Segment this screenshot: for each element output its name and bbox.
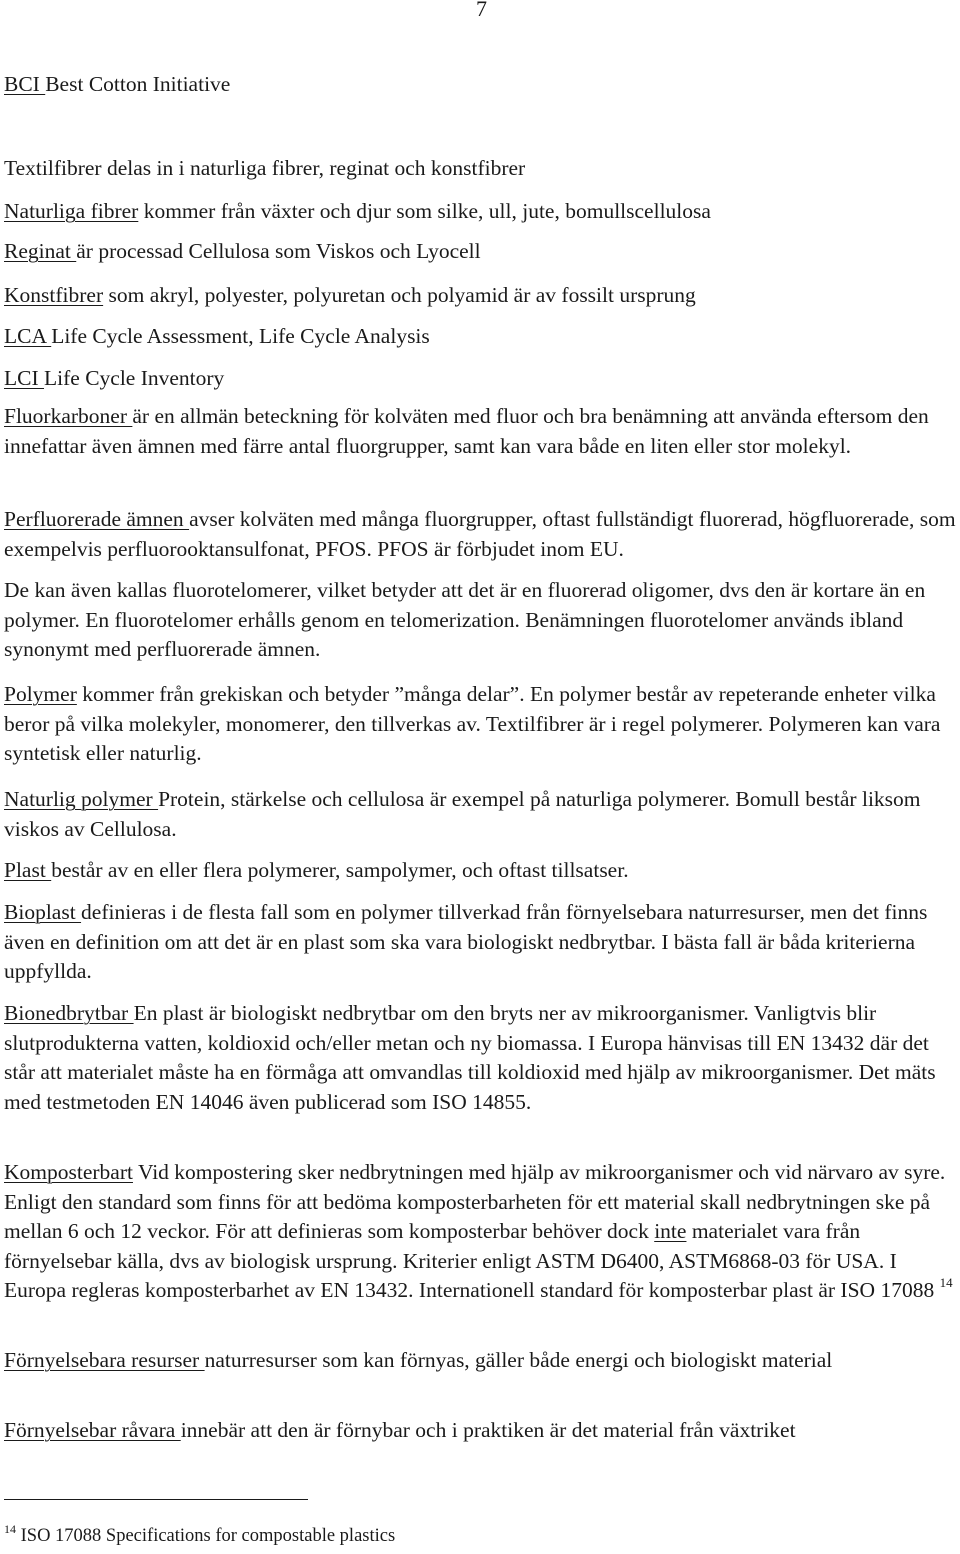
- definition-konstfibrer: som akryl, polyester, polyuretan och polyamid är av fossilt ursprung: [103, 283, 696, 307]
- term-bionedbrytbar: Bionedbrytbar: [4, 1001, 134, 1025]
- page-number: 7: [476, 0, 487, 21]
- term-fluorkarboner: Fluorkarboner: [4, 404, 133, 428]
- term-perfluorerade: Perfluorerade ämnen: [4, 507, 190, 531]
- term-konstfibrer: Konstfibrer: [4, 283, 104, 307]
- footnote: [4, 1522, 396, 1547]
- term-lca: LCA: [4, 324, 52, 348]
- entry-reginat: [4, 238, 481, 264]
- definition-perfluorerade: avser kolväten med många fluorgrupper, oftast fullständigt fluorerad, högfluorerade, som exempelvis perfluorooktansulfonat, PFOS. PFOS är förbjudet inom EU.: [4, 507, 956, 561]
- footnote-text: ISO 17088 Specifications for compostable plastics: [16, 1526, 396, 1546]
- definition-komposterbart-part2: materialet vara från förnyelsebar källa, dvs av biologisk ursprung. Kriterier enligt ASTM D6400, ASTM6868-03 för USA. I Europa regleras komposterbarhet av EN 13432. Internationell standard för komposterbar plast är ISO 17088: [4, 1219, 940, 1302]
- entry-naturlig-polymer: [4, 785, 956, 844]
- definition-fluorotelomerer: De kan även kallas fluorotelomerer, vilket betyder att det är en fluorerad oligomer, dvs den är kortare än en polymer. En fluorotelomer erhålls genom en telomerization. Benämningen fluorotelomer används ibland synonymt med perfluorerade ämnen.: [4, 578, 926, 661]
- entry-konstfibrer: [4, 282, 696, 308]
- definition-naturliga-fibrer: kommer från växter och djur som silke, ull, jute, bomullscellulosa: [138, 199, 711, 223]
- footnote-divider: [4, 1499, 308, 1500]
- term-bioplast: Bioplast: [4, 900, 82, 924]
- term-komposterbart: Komposterbart: [4, 1160, 133, 1184]
- definition-polymer: kommer från grekiskan och betyder ”många delar”. En polymer består av repeterande enheter vilka beror på vilka molekyler, monomerer, den tillverkas av. Textilfibrer är i regel polymerer. Polymeren kan vara syntetisk eller naturlig.: [4, 682, 941, 765]
- entry-fluorotelomerer: [4, 576, 956, 665]
- entry-bionedbrytbar: [4, 999, 956, 1117]
- definition-reginat: är processad Cellulosa som Viskos och Lyocell: [76, 239, 481, 263]
- entry-textilfibrer: [4, 155, 525, 181]
- entry-plast: [4, 856, 956, 886]
- entry-bioplast: [4, 898, 956, 987]
- definition-textilfibrer: Textilfibrer delas in i naturliga fibrer, reginat och konstfibrer: [4, 156, 526, 180]
- term-polymer: Polymer: [4, 682, 77, 706]
- entry-fornyelsebar-ravara: [4, 1416, 956, 1446]
- definition-bci: Best Cotton Initiative: [45, 72, 231, 96]
- definition-fluorkarboner: är en allmän beteckning för kolväten med fluor och bra benämning att använda eftersom den innefattar även ämnen med färre antal fluorgrupper, samt kan vara både en liten eller stor molekyl.: [4, 404, 929, 458]
- footnote-reference[interactable]: 14: [939, 1275, 953, 1290]
- term-plast: Plast: [4, 858, 52, 882]
- term-naturlig-polymer: Naturlig polymer: [4, 787, 159, 811]
- entry-komposterbart: [4, 1158, 956, 1306]
- emphasis-inte: inte: [654, 1219, 687, 1243]
- definition-plast: består av en eller flera polymerer, sampolymer, och oftast tillsatser.: [51, 858, 629, 882]
- definition-bioplast: definieras i de flesta fall som en polymer tillverkad från förnyelsebara naturresurser, men det finns även en definition om att det är en plast som ska vara biologiskt nedbrytbar. I bästa fall är båda kriterierna uppfyllda.: [4, 900, 928, 983]
- term-fornyelsebar-ravara: Förnyelsebar råvara: [4, 1418, 181, 1442]
- definition-lci: Life Cycle Inventory: [44, 366, 225, 390]
- term-naturliga-fibrer: Naturliga fibrer: [4, 199, 139, 223]
- definition-fornyelsebara-resurser: naturresurser som kan förnyas, gäller både energi och biologiskt material: [204, 1348, 833, 1372]
- term-reginat: Reginat: [4, 239, 77, 263]
- definition-lca: Life Cycle Assessment, Life Cycle Analysis: [51, 324, 430, 348]
- term-fornyelsebara-resurser: Förnyelsebara resurser: [4, 1348, 205, 1372]
- footnote-number: 14: [4, 1522, 16, 1536]
- term-lci: LCI: [4, 366, 45, 390]
- definition-naturlig-polymer: Protein, stärkelse och cellulosa är exempel på naturliga polymerer. Bomull består liksom viskos av Cellulosa.: [4, 787, 921, 841]
- entry-fornyelsebara-resurser: [4, 1346, 956, 1376]
- entry-perfluorerade: [4, 505, 956, 564]
- entry-polymer: [4, 680, 956, 769]
- definition-fornyelsebar-ravara: innebär att den är förnybar och i praktiken är det material från växtriket: [180, 1418, 796, 1442]
- definition-bionedbrytbar: En plast är biologiskt nedbrytbar om den bryts ner av mikroorganismer. Vanligtvis blir slutprodukterna vatten, koldioxid och/eller metan och ny biomassa. I Europa hänvisas till EN 13432 där det står att materialet måste ha en förmåga att omvandlas till koldioxid med hjälp av mikroorganismer. Det mäts med testmetoden EN 14046 även publicerad som ISO 14855.: [4, 1001, 936, 1114]
- entry-naturliga-fibrer: [4, 198, 711, 224]
- entry-lci: [4, 365, 224, 391]
- definition-komposterbart-part1: Vid kompostering sker nedbrytningen med hjälp av mikroorganismer och vid närvaro av syre. Enligt den standard som finns för att bedöma komposterbarheten för ett material skall nedbrytningen ske på mellan 6 och 12 veckor. För att definieras som komposterbar behöver dock: [4, 1160, 946, 1243]
- term-bci: BCI: [4, 72, 46, 96]
- entry-fluorkarboner: [4, 402, 956, 461]
- entry-bci: [4, 71, 230, 97]
- entry-lca: [4, 323, 430, 349]
